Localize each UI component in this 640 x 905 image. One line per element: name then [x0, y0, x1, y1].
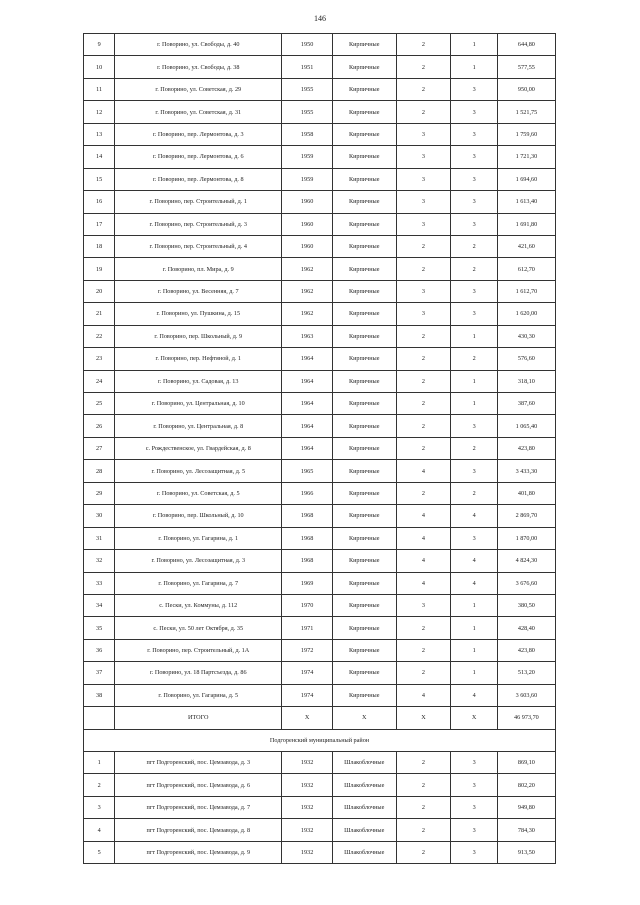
row-number: 33 — [84, 572, 115, 594]
area-cell: 2 869,70 — [497, 505, 555, 527]
total-entrances: X — [451, 707, 497, 729]
entrances-cell: 3 — [451, 123, 497, 145]
entrances-cell: 1 — [451, 393, 497, 415]
material-cell: Кирпичные — [332, 393, 396, 415]
entrances-cell: 2 — [451, 482, 497, 504]
entrances-cell: 3 — [451, 841, 497, 863]
row-number: 37 — [84, 662, 115, 684]
address-cell: пгт Подгоренский, пос. Цемзавода, д. 3 — [115, 752, 282, 774]
area-cell: 401,80 — [497, 482, 555, 504]
row-number: 26 — [84, 415, 115, 437]
entrances-cell: 2 — [451, 235, 497, 257]
row-number: 27 — [84, 437, 115, 459]
year-cell: 1974 — [282, 662, 333, 684]
floors-cell: 2 — [396, 796, 451, 818]
material-cell: Шлакоблочные — [332, 841, 396, 863]
entrances-cell: 4 — [451, 572, 497, 594]
area-cell: 950,00 — [497, 78, 555, 100]
entrances-cell: 3 — [451, 168, 497, 190]
material-cell: Кирпичные — [332, 572, 396, 594]
area-cell: 423,80 — [497, 639, 555, 661]
entrances-cell: 1 — [451, 662, 497, 684]
row-number: 5 — [84, 841, 115, 863]
area-cell: 1 612,70 — [497, 280, 555, 302]
area-cell: 802,20 — [497, 774, 555, 796]
material-cell: Кирпичные — [332, 437, 396, 459]
floors-cell: 4 — [396, 505, 451, 527]
table-row — [84, 191, 556, 213]
entrances-cell: 4 — [451, 550, 497, 572]
floors-cell: 2 — [396, 370, 451, 392]
row-number: 15 — [84, 168, 115, 190]
total-num — [84, 707, 115, 729]
area-cell: 1 694,60 — [497, 168, 555, 190]
table-row — [84, 594, 556, 616]
table-row — [84, 415, 556, 437]
year-cell: 1963 — [282, 325, 333, 347]
material-cell: Кирпичные — [332, 460, 396, 482]
material-cell: Кирпичные — [332, 78, 396, 100]
material-cell: Кирпичные — [332, 213, 396, 235]
address-cell: г. Поворино, ул. Лесозащитная, д. 3 — [115, 550, 282, 572]
entrances-cell: 1 — [451, 639, 497, 661]
address-cell: г. Поворино, пер. Строительный, д. 3 — [115, 213, 282, 235]
table-row — [84, 168, 556, 190]
row-number: 28 — [84, 460, 115, 482]
entrances-cell: 3 — [451, 213, 497, 235]
entrances-cell: 3 — [451, 146, 497, 168]
row-number: 23 — [84, 348, 115, 370]
row-number: 22 — [84, 325, 115, 347]
address-cell: г. Поворино, пер. Лермонтова, д. 3 — [115, 123, 282, 145]
material-cell: Кирпичные — [332, 325, 396, 347]
entrances-cell: 3 — [451, 460, 497, 482]
table-row — [84, 460, 556, 482]
material-cell: Кирпичные — [332, 280, 396, 302]
material-cell: Кирпичные — [332, 235, 396, 257]
row-number: 36 — [84, 639, 115, 661]
total-label: ИТОГО — [115, 707, 282, 729]
table-row — [84, 258, 556, 280]
year-cell: 1964 — [282, 437, 333, 459]
entrances-cell: 3 — [451, 303, 497, 325]
address-cell: г. Поворино, пер. Строительный, д. 1А — [115, 639, 282, 661]
table-row — [84, 841, 556, 863]
table-row — [84, 235, 556, 257]
row-number: 32 — [84, 550, 115, 572]
year-cell: 1932 — [282, 841, 333, 863]
table-row — [84, 550, 556, 572]
address-cell: г. Поворино, пер. Школьный, д. 9 — [115, 325, 282, 347]
address-cell: г. Поворино, пер. Строительный, д. 1 — [115, 191, 282, 213]
row-number: 9 — [84, 34, 115, 56]
entrances-cell: 3 — [451, 819, 497, 841]
area-cell: 1 721,30 — [497, 146, 555, 168]
material-cell: Кирпичные — [332, 191, 396, 213]
table-row — [84, 78, 556, 100]
area-cell: 576,60 — [497, 348, 555, 370]
entrances-cell: 3 — [451, 752, 497, 774]
material-cell: Кирпичные — [332, 527, 396, 549]
area-cell: 577,55 — [497, 56, 555, 78]
floors-cell: 2 — [396, 841, 451, 863]
material-cell: Шлакоблочные — [332, 796, 396, 818]
row-number: 13 — [84, 123, 115, 145]
address-cell: г. Поворино, ул. Лесозащитная, д. 5 — [115, 460, 282, 482]
entrances-cell: 4 — [451, 684, 497, 706]
entrances-cell: 2 — [451, 258, 497, 280]
row-number: 20 — [84, 280, 115, 302]
area-cell: 913,50 — [497, 841, 555, 863]
address-cell: г. Поворино, ул. Гагарина, д. 5 — [115, 684, 282, 706]
area-cell: 380,50 — [497, 594, 555, 616]
entrances-cell: 3 — [451, 78, 497, 100]
address-cell: г. Поворино, ул. Весенняя, д. 7 — [115, 280, 282, 302]
address-cell: г. Поворино, ул. 18 Партсъезда, д. 86 — [115, 662, 282, 684]
total-area: 46 973,70 — [497, 707, 555, 729]
table-row — [84, 213, 556, 235]
entrances-cell: 3 — [451, 191, 497, 213]
row-number: 1 — [84, 752, 115, 774]
floors-cell: 2 — [396, 56, 451, 78]
material-cell: Кирпичные — [332, 415, 396, 437]
year-cell: 1951 — [282, 56, 333, 78]
floors-cell: 2 — [396, 819, 451, 841]
table-row — [84, 393, 556, 415]
address-cell: пгт Подгоренский, пос. Цемзавода, д. 8 — [115, 819, 282, 841]
table-row — [84, 437, 556, 459]
floors-cell: 2 — [396, 415, 451, 437]
floors-cell: 2 — [396, 348, 451, 370]
year-cell: 1972 — [282, 639, 333, 661]
area-cell: 949,80 — [497, 796, 555, 818]
entrances-cell: 3 — [451, 774, 497, 796]
year-cell: 1964 — [282, 415, 333, 437]
area-cell: 513,20 — [497, 662, 555, 684]
year-cell: 1959 — [282, 146, 333, 168]
table-row — [84, 123, 556, 145]
material-cell: Кирпичные — [332, 662, 396, 684]
entrances-cell: 1 — [451, 34, 497, 56]
row-number: 18 — [84, 235, 115, 257]
material-cell: Кирпичные — [332, 594, 396, 616]
row-number: 16 — [84, 191, 115, 213]
floors-cell: 3 — [396, 594, 451, 616]
table-row — [84, 819, 556, 841]
year-cell: 1968 — [282, 550, 333, 572]
table-row — [84, 482, 556, 504]
material-cell: Кирпичные — [332, 123, 396, 145]
address-cell: г. Поворино, ул. Гагарина, д. 7 — [115, 572, 282, 594]
table-row — [84, 774, 556, 796]
address-cell: г. Поворино, пер. Нефтяной, д. 1 — [115, 348, 282, 370]
floors-cell: 4 — [396, 460, 451, 482]
floors-cell: 2 — [396, 437, 451, 459]
entrances-cell: 1 — [451, 325, 497, 347]
material-cell: Кирпичные — [332, 101, 396, 123]
area-cell: 644,80 — [497, 34, 555, 56]
row-number: 10 — [84, 56, 115, 78]
entrances-cell: 3 — [451, 101, 497, 123]
row-number: 29 — [84, 482, 115, 504]
area-cell: 869,10 — [497, 752, 555, 774]
row-number: 12 — [84, 101, 115, 123]
address-cell: г. Поворино, пер. Лермонтова, д. 6 — [115, 146, 282, 168]
year-cell: 1960 — [282, 191, 333, 213]
table-row — [84, 639, 556, 661]
floors-cell: 2 — [396, 258, 451, 280]
area-cell: 1 613,40 — [497, 191, 555, 213]
address-cell: г. Поворино, ул. Центральная, д. 8 — [115, 415, 282, 437]
material-cell: Кирпичные — [332, 505, 396, 527]
material-cell: Кирпичные — [332, 56, 396, 78]
floors-cell: 3 — [396, 168, 451, 190]
page-number: 146 — [314, 14, 326, 23]
address-cell: г. Поворино, ул. Центральная, д. 10 — [115, 393, 282, 415]
area-cell: 1 691,80 — [497, 213, 555, 235]
address-cell: с. Пески, ул. 50 лет Октября, д. 35 — [115, 617, 282, 639]
area-cell: 428,40 — [497, 617, 555, 639]
material-cell: Шлакоблочные — [332, 819, 396, 841]
row-number: 17 — [84, 213, 115, 235]
address-cell: г. Поворино, ул. Советская, д. 5 — [115, 482, 282, 504]
row-number: 21 — [84, 303, 115, 325]
floors-cell: 3 — [396, 303, 451, 325]
address-cell: г. Поворино, ул. Свободы, д. 40 — [115, 34, 282, 56]
year-cell: 1955 — [282, 101, 333, 123]
area-cell: 1 759,60 — [497, 123, 555, 145]
table-row — [84, 303, 556, 325]
table-row — [84, 325, 556, 347]
floors-cell: 2 — [396, 774, 451, 796]
area-cell: 784,30 — [497, 819, 555, 841]
floors-cell: 2 — [396, 662, 451, 684]
area-cell: 1 620,00 — [497, 303, 555, 325]
floors-cell: 4 — [396, 572, 451, 594]
row-number: 14 — [84, 146, 115, 168]
area-cell: 612,70 — [497, 258, 555, 280]
area-cell: 421,60 — [497, 235, 555, 257]
floors-cell: 3 — [396, 146, 451, 168]
material-cell: Кирпичные — [332, 370, 396, 392]
year-cell: 1969 — [282, 572, 333, 594]
area-cell: 3 676,60 — [497, 572, 555, 594]
material-cell: Кирпичные — [332, 482, 396, 504]
table-row — [84, 56, 556, 78]
area-cell: 3 603,60 — [497, 684, 555, 706]
row-number: 35 — [84, 617, 115, 639]
address-cell: г. Поворино, пер. Школьный, д. 10 — [115, 505, 282, 527]
material-cell: Кирпичные — [332, 303, 396, 325]
year-cell: 1950 — [282, 34, 333, 56]
floors-cell: 4 — [396, 550, 451, 572]
total-year: X — [282, 707, 333, 729]
table-row — [84, 572, 556, 594]
address-cell: пгт Подгоренский, пос. Цемзавода, д. 9 — [115, 841, 282, 863]
year-cell: 1932 — [282, 774, 333, 796]
year-cell: 1959 — [282, 168, 333, 190]
year-cell: 1970 — [282, 594, 333, 616]
year-cell: 1955 — [282, 78, 333, 100]
year-cell: 1962 — [282, 258, 333, 280]
floors-cell: 3 — [396, 123, 451, 145]
row-number: 4 — [84, 819, 115, 841]
area-cell: 4 824,30 — [497, 550, 555, 572]
floors-cell: 3 — [396, 280, 451, 302]
entrances-cell: 3 — [451, 796, 497, 818]
entrances-cell: 3 — [451, 415, 497, 437]
year-cell: 1964 — [282, 370, 333, 392]
entrances-cell: 2 — [451, 437, 497, 459]
area-cell: 3 433,30 — [497, 460, 555, 482]
row-number: 34 — [84, 594, 115, 616]
entrances-cell: 2 — [451, 348, 497, 370]
table-row — [84, 280, 556, 302]
table-row — [84, 617, 556, 639]
year-cell: 1965 — [282, 460, 333, 482]
row-number: 11 — [84, 78, 115, 100]
address-cell: г. Поворино, пл. Мира, д. 9 — [115, 258, 282, 280]
total-floors: X — [396, 707, 451, 729]
floors-cell: 2 — [396, 393, 451, 415]
year-cell: 1932 — [282, 796, 333, 818]
floors-cell: 4 — [396, 684, 451, 706]
entrances-cell: 4 — [451, 505, 497, 527]
table-row — [84, 34, 556, 56]
section-row — [84, 729, 556, 751]
row-number: 2 — [84, 774, 115, 796]
area-cell: 387,60 — [497, 393, 555, 415]
area-cell: 318,10 — [497, 370, 555, 392]
table-row — [84, 505, 556, 527]
area-cell: 423,80 — [497, 437, 555, 459]
floors-cell: 2 — [396, 34, 451, 56]
material-cell: Кирпичные — [332, 34, 396, 56]
year-cell: 1932 — [282, 752, 333, 774]
address-cell: г. Поворино, ул. Пушкина, д. 15 — [115, 303, 282, 325]
row-number: 31 — [84, 527, 115, 549]
material-cell: Кирпичные — [332, 639, 396, 661]
row-number: 19 — [84, 258, 115, 280]
material-cell: Кирпичные — [332, 550, 396, 572]
year-cell: 1962 — [282, 303, 333, 325]
floors-cell: 3 — [396, 213, 451, 235]
table-row — [84, 101, 556, 123]
material-cell: Шлакоблочные — [332, 752, 396, 774]
table-row — [84, 348, 556, 370]
entrances-cell: 1 — [451, 56, 497, 78]
year-cell: 1968 — [282, 527, 333, 549]
year-cell: 1974 — [282, 684, 333, 706]
year-cell: 1968 — [282, 505, 333, 527]
floors-cell: 2 — [396, 325, 451, 347]
year-cell: 1966 — [282, 482, 333, 504]
row-number: 30 — [84, 505, 115, 527]
address-cell: г. Поворино, ул. Гагарина, д. 1 — [115, 527, 282, 549]
entrances-cell: 3 — [451, 527, 497, 549]
total-material: X — [332, 707, 396, 729]
material-cell: Кирпичные — [332, 168, 396, 190]
table-row — [84, 527, 556, 549]
entrances-cell: 1 — [451, 370, 497, 392]
address-cell: г. Поворино, ул. Советская, д. 31 — [115, 101, 282, 123]
address-cell: г. Поворино, ул. Советская, д. 29 — [115, 78, 282, 100]
entrances-cell: 1 — [451, 617, 497, 639]
year-cell: 1971 — [282, 617, 333, 639]
row-number: 24 — [84, 370, 115, 392]
table-row — [84, 796, 556, 818]
entrances-cell: 1 — [451, 594, 497, 616]
address-cell: пгт Подгоренский, пос. Цемзавода, д. 6 — [115, 774, 282, 796]
address-cell: г. Поворино, ул. Свободы, д. 38 — [115, 56, 282, 78]
area-cell: 430,30 — [497, 325, 555, 347]
table-row — [84, 662, 556, 684]
floors-cell: 2 — [396, 752, 451, 774]
floors-cell: 2 — [396, 639, 451, 661]
floors-cell: 4 — [396, 527, 451, 549]
year-cell: 1958 — [282, 123, 333, 145]
year-cell: 1962 — [282, 280, 333, 302]
material-cell: Кирпичные — [332, 684, 396, 706]
year-cell: 1964 — [282, 393, 333, 415]
address-cell: г. Поворино, пер. Лермонтова, д. 8 — [115, 168, 282, 190]
floors-cell: 2 — [396, 235, 451, 257]
floors-cell: 2 — [396, 78, 451, 100]
year-cell: 1960 — [282, 235, 333, 257]
row-number: 38 — [84, 684, 115, 706]
housing-register-table — [83, 33, 556, 864]
area-cell: 1 870,00 — [497, 527, 555, 549]
address-cell: г. Поворино, пер. Строительный, д. 4 — [115, 235, 282, 257]
material-cell: Шлакоблочные — [332, 774, 396, 796]
floors-cell: 2 — [396, 482, 451, 504]
total-row-group — [84, 707, 556, 752]
address-cell: с. Рождественское, ул. Гвардейская, д. 8 — [115, 437, 282, 459]
material-cell: Кирпичные — [332, 617, 396, 639]
material-cell: Кирпичные — [332, 348, 396, 370]
year-cell: 1932 — [282, 819, 333, 841]
year-cell: 1964 — [282, 348, 333, 370]
address-cell: г. Поворино, ул. Садовая, д. 13 — [115, 370, 282, 392]
entrances-cell: 3 — [451, 280, 497, 302]
podgorensky-rows — [84, 752, 556, 864]
address-cell: пгт Подгоренский, пос. Цемзавода, д. 7 — [115, 796, 282, 818]
total-row — [84, 707, 556, 729]
material-cell: Кирпичные — [332, 258, 396, 280]
floors-cell: 3 — [396, 191, 451, 213]
row-number: 3 — [84, 796, 115, 818]
row-number: 25 — [84, 393, 115, 415]
area-cell: 1 065,40 — [497, 415, 555, 437]
year-cell: 1960 — [282, 213, 333, 235]
area-cell: 1 521,75 — [497, 101, 555, 123]
floors-cell: 2 — [396, 101, 451, 123]
table-row — [84, 146, 556, 168]
material-cell: Кирпичные — [332, 146, 396, 168]
table-row — [84, 370, 556, 392]
poverino-rows — [84, 34, 556, 707]
floors-cell: 2 — [396, 617, 451, 639]
table-row — [84, 752, 556, 774]
address-cell: с. Пески, ул. Коммуны, д. 112 — [115, 594, 282, 616]
section-title: Подгоренский муниципальный район — [84, 729, 556, 751]
table-row — [84, 684, 556, 706]
